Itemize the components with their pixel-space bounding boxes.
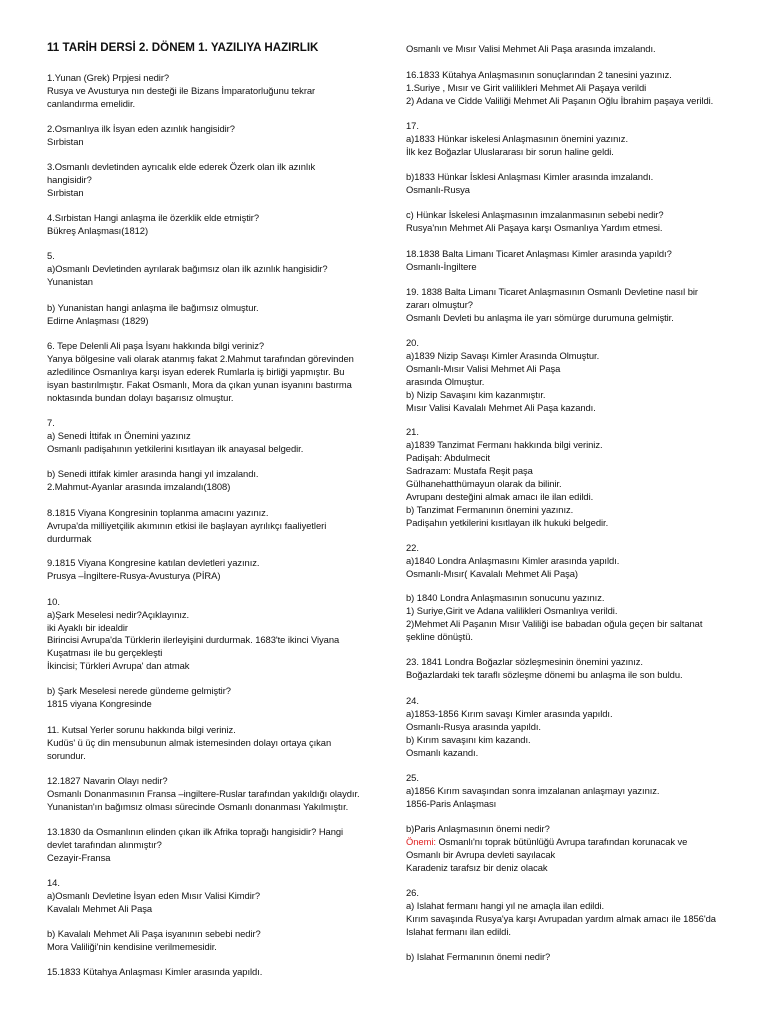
- document-title: 11 TARİH DERSİ 2. DÖNEM 1. YAZILIYA HAZIRLIK: [47, 41, 319, 54]
- text-line: 1.Suriye , Mısır ve Girit valilikleri Mehmet Ali Paşaya verildi: [406, 82, 647, 93]
- highlight-text: Osmanlı'nı toprak bütünlüğü Avrupa tarafından korunacak ve: [435, 836, 688, 847]
- text-line: a)1839 Tanzimat Fermanı hakkında bilgi veriniz.: [406, 439, 603, 450]
- text-line: Sırbistan: [47, 136, 84, 147]
- text-line: 7.: [47, 417, 55, 428]
- text-line: 2.Mahmut-Ayanlar arasında imzalandı(1808): [47, 481, 231, 492]
- text-line: Yanya bölgesine vali olarak atanmış fakat 2.Mahmut tarafından görevinden: [47, 353, 354, 364]
- text-line: b) Islahat Fermanının önemi nedir?: [406, 951, 551, 962]
- text-line: a) Islahat fermanı hangi yıl ne amaçla ilan edildi.: [406, 900, 605, 911]
- text-line-with-highlight: [406, 836, 687, 849]
- text-line: a)1840 Londra Anlaşmasını Kimler arasında yapıldı.: [406, 555, 620, 566]
- text-line: 8.1815 Viyana Kongresinin toplanma amacını yazınız.: [47, 507, 269, 518]
- text-line: 25.: [406, 772, 419, 783]
- text-line: a) Senedi İttifak ın Önemini yazınız: [47, 430, 191, 441]
- text-line: Osmanlı kazandı.: [406, 747, 479, 758]
- text-line: 17.: [406, 120, 419, 131]
- text-line: Bükreş Anlaşması(1812): [47, 225, 149, 236]
- text-line: 14.: [47, 877, 60, 888]
- text-line: Prusya –İngiltere-Rusya-Avusturya (PİRA): [47, 570, 221, 581]
- text-line: b) Senedi ittifak kimler arasında hangi yıl imzalandı.: [47, 468, 259, 479]
- text-line: b) Kavalalı Mehmet Ali Paşa isyanının sebebi nedir?: [47, 928, 261, 939]
- text-line: durdurmak: [47, 533, 92, 544]
- text-line: 6. Tepe Delenli Ali paşa İsyanı hakkında bilgi veriniz?: [47, 340, 264, 351]
- text-line: a)1853-1856 Kırım savaşı Kimler arasında yapıldı.: [406, 708, 613, 719]
- text-line: 22.: [406, 542, 419, 553]
- text-line: Mısır Valisi Kavalalı Mehmet Ali Paşa kazandı.: [406, 402, 596, 413]
- text-line: 13.1830 da Osmanlının elinden çıkan ilk Afrika toprağı hangisidir? Hangi: [47, 826, 344, 837]
- text-line: Osmanlı padişahının yetkilerini kısıtlayan ilk anayasal belgedir.: [47, 443, 304, 454]
- text-line: Osmanlı ve Mısır Valisi Mehmet Ali Paşa arasında imzalandı.: [406, 43, 656, 54]
- text-line: iki Ayaklı bir idealdir: [47, 622, 129, 633]
- text-line: İkincisi; Türkleri Avrupa' dan atmak: [47, 660, 190, 671]
- text-line: hangisidir?: [47, 174, 92, 185]
- text-line: a)Osmanlı Devletinden ayrılarak bağımsız olan ilk azınlık hangisidir?: [47, 263, 328, 274]
- text-line: Yunanistan: [47, 276, 93, 287]
- text-line: Padişahın yetkilerini kısıtlayan ilk hukuki belgedir.: [406, 517, 609, 528]
- text-line: 20.: [406, 337, 419, 348]
- text-line: Osmanlı bir Avrupa devleti sayılacak: [406, 849, 556, 860]
- text-line: a)1856 Kırım savaşından sonra imzalanan anlaşmayı yazınız.: [406, 785, 660, 796]
- text-line: 12.1827 Navarin Olayı nedir?: [47, 775, 168, 786]
- text-line: a)1839 Nizip Savaşı Kimler Arasında Olmuştur.: [406, 350, 600, 361]
- text-line: 24.: [406, 695, 419, 706]
- text-line: 19. 1838 Balta Limanı Ticaret Anlaşmasının Osmanlı Devletine nasıl bir: [406, 286, 698, 297]
- text-line: Osmanlı-Mısır Valisi Mehmet Ali Paşa: [406, 363, 561, 374]
- text-line: Karadeniz tarafsız bir deniz olacak: [406, 862, 548, 873]
- text-line: Mora Valiliği'nin kendisine verilmemesidir.: [47, 941, 217, 952]
- text-line: arasında Olmuştur.: [406, 376, 485, 387]
- text-line: devlet tarafından alınmıştır?: [47, 839, 162, 850]
- text-line: noktasında bundan dolayı başarısız olmuştur.: [47, 392, 234, 403]
- text-line: 1) Suriye,Girit ve Adana valilikleri Osmanlıya verildi.: [406, 605, 618, 616]
- text-line: 26.: [406, 887, 419, 898]
- text-line: a)1833 Hünkar iskelesi Anlaşmasının önemini yazınız.: [406, 133, 628, 144]
- text-line: a)Osmanlı Devletine İsyan eden Mısır Valisi Kimdir?: [47, 890, 260, 901]
- text-line: b) Nizip Savaşını kim kazanmıştır.: [406, 389, 546, 400]
- text-line: b)1833 Hünkar İsklesi Anlaşması Kimler arasında imzalandı.: [406, 171, 654, 182]
- text-line: 10.: [47, 596, 60, 607]
- text-line: azledilince Osmanlıya karşı isyan ederek Rumlarla iş birliği yapmıştır. Bu: [47, 366, 345, 377]
- text-line: b) Yunanistan hangi anlaşma ile bağımsız olmuştur.: [47, 302, 259, 313]
- highlight-label: Önemi:: [406, 836, 436, 847]
- text-line: canlandırma emelidir.: [47, 98, 136, 109]
- text-line: 1856-Paris Anlaşması: [406, 798, 497, 809]
- text-line: b)Paris Anlaşmasının önemi nedir?: [406, 823, 550, 834]
- text-line: Osmanlı-Rusya: [406, 184, 470, 195]
- text-line: Osmanlı Devleti bu anlaşma ile yarı sömürge durumuna gelmiştir.: [406, 312, 674, 323]
- text-line: a)Şark Meselesi nedir?Açıklayınız.: [47, 609, 190, 620]
- text-line: Gülhanehatthümayun olarak da bilinir.: [406, 478, 562, 489]
- text-line: Kavalalı Mehmet Ali Paşa: [47, 903, 153, 914]
- text-line: 16.1833 Kütahya Anlaşmasının sonuçlarından 2 tanesini yazınız.: [406, 69, 672, 80]
- text-line: Sadrazam: Mustafa Reşit paşa: [406, 465, 533, 476]
- text-line: 1815 viyana Kongresinde: [47, 698, 152, 709]
- text-line: 2.Osmanlıya ilk İsyan eden azınlık hangisidir?: [47, 123, 235, 134]
- text-line: sorundur.: [47, 750, 86, 761]
- text-line: Boğazlardaki tek taraflı sözleşme dönemi bu anlaşma ile son buldu.: [406, 669, 683, 680]
- text-line: Padişah: Abdulmecit: [406, 452, 490, 463]
- text-line: c) Hünkar İskelesi Anlaşmasının imzalanmasının sebebi nedir?: [406, 209, 664, 220]
- text-line: 1.Yunan (Grek) Prpjesi nedir?: [47, 72, 170, 83]
- text-line: İlk kez Boğazlar Uluslararası bir sorun haline geldi.: [406, 146, 614, 157]
- text-line: Rusya ve Avusturya nın desteği ile Bizans İmparatorluğunu tekrar: [47, 85, 316, 96]
- text-line: şekline dönüştü.: [406, 631, 473, 642]
- text-line: isyan bastırılmıştır. Fakat Osmanlı, Mora da çıkan yunan isyanını bastırma: [47, 379, 352, 390]
- text-line: b) Tanzimat Fermanının önemini yazınız.: [406, 504, 574, 515]
- text-line: 4.Sırbistan Hangi anlaşma ile özerklik elde etmiştir?: [47, 212, 260, 223]
- text-line: zararı olmuştur?: [406, 299, 473, 310]
- text-line: 3.Osmanlı devletinden ayrıcalık elde ederek Özerk olan ilk azınlık: [47, 161, 316, 172]
- text-line: Osmanlı Donanmasının Fransa –ingiltere-Ruslar tarafından yakıldığı olaydır.: [47, 788, 360, 799]
- text-line: Kırım savaşında Rusya'ya karşı Avrupadan yardım almak amacı ile 1856'da: [406, 913, 716, 924]
- text-line: 11. Kutsal Yerler sorunu hakkında bilgi veriniz.: [47, 724, 236, 735]
- text-line: b) Kırım savaşını kim kazandı.: [406, 734, 531, 745]
- text-line: Sırbistan: [47, 187, 84, 198]
- text-line: Avrupanı desteğini almak amacı ile ilan edildi.: [406, 491, 594, 502]
- text-line: Osmanlı-Rusya arasında yapıldı.: [406, 721, 541, 732]
- text-line: b) Şark Meselesi nerede gündeme gelmiştir?: [47, 685, 231, 696]
- text-line: Cezayir-Fransa: [47, 852, 111, 863]
- text-line: 15.1833 Kütahya Anlaşması Kimler arasında yapıldı.: [47, 966, 263, 977]
- text-line: 5.: [47, 250, 55, 261]
- text-line: Osmanlı-Mısır( Kavalalı Mehmet Ali Paşa): [406, 568, 579, 579]
- text-line: b) 1840 Londra Anlaşmasının sonucunu yazınız.: [406, 592, 605, 603]
- text-line: 2) Adana ve Cidde Valiliği Mehmet Ali Paşanın Oğlu İbrahim paşaya verildi.: [406, 95, 714, 106]
- text-line: 23. 1841 Londra Boğazlar sözleşmesinin önemini yazınız.: [406, 656, 643, 667]
- text-line: Edirne Anlaşması (1829): [47, 315, 149, 326]
- text-line: 21.: [406, 426, 419, 437]
- text-line: Islahat fermanı ilan edildi.: [406, 926, 511, 937]
- text-line: Birincisi Avrupa'da Türklerin ilerleyişini durdurmak. 1683'te ikinci Viyana: [47, 634, 340, 645]
- text-line: Kudüs' ü üç din mensubunun almak istemesinden dolayı ortaya çıkan: [47, 737, 332, 748]
- text-line: Avrupa'da milliyetçilik akımının etkisi ile başlayan ayrılıkçı faaliyetleri: [47, 520, 327, 531]
- text-line: Rusya'nın Mehmet Ali Paşaya karşı Osmanlıya Yardım etmesi.: [406, 222, 663, 233]
- text-line: Yunanistan'ın bağımsız olması sürecinde Osmanlı donanması Yakılmıştır.: [47, 801, 349, 812]
- text-line: 2)Mehmet Ali Paşanın Mısır Valiliği ise babadan oğula geçen bir saltanat: [406, 618, 703, 629]
- text-line: 18.1838 Balta Limanı Ticaret Anlaşması Kimler arasında yapıldı?: [406, 248, 672, 259]
- text-line: 9.1815 Viyana Kongresine katılan devletleri yazınız.: [47, 557, 260, 568]
- text-line: Osmanlı-İngiltere: [406, 261, 477, 272]
- text-line: Kuşatması ile bu gerçekleşti: [47, 647, 163, 658]
